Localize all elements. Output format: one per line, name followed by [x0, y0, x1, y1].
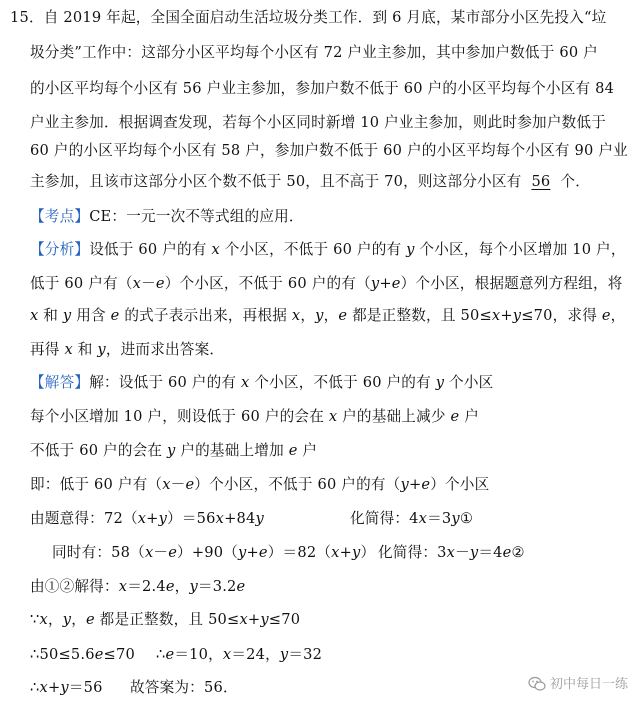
var-e: e [450, 408, 460, 425]
problem-line-6-end: 个． [560, 173, 591, 190]
problem-line-6-text: 主参加，且该市这部分小区个数不低于 50，且不高于 70，则这部分小区有 [30, 173, 522, 190]
fenxi-text: ）个小区，不低于 60 户的有（ [164, 275, 371, 292]
comma: ， [323, 307, 339, 324]
fenxi-text: 都是正整数，且 50≤ [347, 307, 492, 324]
var-e: e [391, 275, 401, 292]
problem-line-2: 圾分类”工作中：这部分小区平均每个小区有 72 户业主参加，其中参加户数低于 60 户 [30, 44, 598, 61]
var-e: e [288, 442, 298, 459]
because-symbol: ∵ [30, 611, 40, 628]
jieda-text: 户 [297, 442, 318, 459]
jieda-therefore-line-2 [156, 645, 322, 665]
wechat-icon [528, 676, 546, 696]
plus-sign: + [408, 476, 422, 493]
jieda-line-3 [30, 441, 317, 461]
fenxi-text: ）个小区，根据题意列方程组，将 [400, 275, 623, 292]
jieda-equation-1 [30, 509, 264, 529]
answer-blank: 56 [531, 173, 551, 190]
var-e: e [258, 544, 268, 561]
plus-sign: + [339, 544, 352, 561]
var-y: y [400, 476, 409, 493]
jieda-line-1 [30, 373, 493, 393]
var-e: e [502, 544, 512, 561]
jieda-text: ＝10， [174, 646, 223, 663]
final-answer-text: 故答案为：56． [130, 679, 238, 696]
var-e: e [110, 307, 120, 324]
var-x: x [241, 374, 250, 391]
var-x: x [446, 544, 456, 561]
fenxi-text: ，进而求出答案． [105, 341, 225, 358]
var-x: x [39, 679, 48, 696]
var-y: y [315, 307, 324, 324]
kaodian-line [30, 207, 304, 227]
var-x: x [328, 408, 338, 425]
var-y: y [451, 510, 460, 527]
jieda-text: ）＝56 [167, 510, 216, 527]
problem-line-3: 的小区平均每个小区有 56 户业主参加，参加户数不低于 60 户的小区平均每个小区有 84 [30, 80, 615, 97]
var-x: x [162, 476, 171, 493]
var-x: x [30, 307, 39, 324]
var-x: x [215, 510, 225, 527]
jieda-text: ＝4 [478, 544, 503, 561]
jieda-text: 个小区，不低于 60 户的有 [249, 374, 436, 391]
jieda-line-2 [30, 407, 479, 427]
fenxi-line-4 [30, 340, 224, 360]
var-y: y [279, 646, 289, 663]
var-e: e [236, 578, 246, 595]
plus-sign: + [247, 611, 261, 628]
jieda-simplify-2 [378, 543, 525, 563]
jieda-therefore-line-1 [30, 645, 135, 665]
var-y: y [97, 341, 106, 358]
var-e: e [601, 307, 611, 324]
jieda-text: ≤70 [103, 646, 135, 663]
jieda-text: 化简得：3 [378, 544, 447, 561]
jieda-text: ＝3.2 [197, 578, 237, 595]
circled-two: ② [511, 544, 525, 561]
fenxi-line-3 [30, 306, 625, 326]
fenxi-text: 个小区，每个小区增加 10 户， [414, 241, 626, 258]
jieda-text: 个小区 [444, 374, 494, 391]
fenxi-text: 低于 60 户有（ [30, 275, 133, 292]
jieda-text: ） [360, 544, 376, 561]
var-y: y [238, 544, 247, 561]
jieda-text: ∴50≤5.6 [30, 646, 95, 663]
jieda-text: ）个小区 [430, 476, 490, 493]
var-x: x [239, 611, 248, 628]
fenxi-text: 设低于 60 户的有 [89, 241, 212, 258]
jieda-text: +84 [224, 510, 256, 527]
jieda-text: 每个小区增加 10 户，则设低于 60 户的会在 [30, 408, 329, 425]
problem-line-1: 15．自 2019 年起，全国全面启动生活垃圾分类工作．到 6 月底，某市部分小区先投入“垃 [10, 9, 607, 26]
comma: ， [174, 578, 190, 595]
var-y: y [62, 307, 72, 324]
var-x: x [118, 578, 128, 595]
jieda-text: ＝56 [68, 679, 103, 696]
jieda-text: ）＝82（ [267, 544, 332, 561]
fenxi-text: 和 [72, 341, 98, 358]
plus-sign: + [146, 510, 159, 527]
jieda-simplify-1 [350, 509, 473, 529]
comma: ， [47, 611, 63, 628]
var-e: e [338, 307, 348, 324]
jieda-text: ）+90（ [177, 544, 239, 561]
jieda-text: ＝32 [288, 646, 323, 663]
jieda-text: 由题意得：72（ [30, 510, 138, 527]
jieda-text: 户 [459, 408, 480, 425]
plus-sign: + [47, 679, 61, 696]
fenxi-line-1 [30, 240, 626, 260]
var-e: e [155, 275, 165, 292]
var-y: y [370, 275, 380, 292]
jieda-final-line [30, 678, 103, 698]
var-e: e [185, 476, 195, 493]
circled-two: ② [59, 578, 75, 595]
watermark [528, 673, 628, 696]
minus-sign: － [170, 476, 186, 493]
var-y: y [62, 611, 72, 628]
jieda-text: ＝2.4 [127, 578, 166, 595]
jieda-text: 解：设低于 60 户的有 [89, 374, 242, 391]
minus-sign: － [153, 544, 169, 561]
kaodian-text: CE：一元一次不等式组的应用． [89, 208, 304, 225]
jieda-text: 由 [30, 578, 45, 595]
var-e: e [165, 646, 175, 663]
var-x: x [132, 275, 142, 292]
jieda-text: 化简得：4 [350, 510, 419, 527]
comma: ， [610, 307, 626, 324]
var-y: y [435, 374, 445, 391]
plus-sign: + [500, 307, 513, 324]
fenxi-text: ≤70，求得 [521, 307, 602, 324]
jieda-text: 都是正整数，且 50≤ [94, 611, 240, 628]
kaodian-tag: 【考点】 [30, 208, 90, 225]
fenxi-text: 再得 [30, 341, 65, 358]
var-e: e [85, 611, 95, 628]
var-x: x [144, 544, 154, 561]
plus-sign: + [379, 275, 392, 292]
var-e: e [165, 578, 175, 595]
jieda-text: 解得： [74, 578, 119, 595]
var-y: y [469, 544, 479, 561]
jieda-text: ＝24， [231, 646, 280, 663]
var-e: e [94, 646, 104, 663]
var-x: x [211, 241, 220, 258]
var-y: y [260, 611, 269, 628]
var-x: x [418, 510, 428, 527]
fenxi-text: 个小区，不低于 60 户的有 [219, 241, 407, 258]
jieda-text: 户的基础上增加 [175, 442, 289, 459]
fenxi-text: 的式子表示出来，再根据 [119, 307, 292, 324]
jieda-equation-2 [52, 543, 375, 563]
var-y: y [189, 578, 198, 595]
var-y: y [60, 679, 69, 696]
comma: ， [300, 307, 316, 324]
var-y: y [406, 241, 415, 258]
var-x: x [331, 544, 340, 561]
var-y: y [167, 442, 176, 459]
circled-one: ① [44, 578, 60, 595]
jieda-solve-line [30, 577, 245, 597]
problem-line-4: 户业主参加．根据调查发现，若每个小区同时新增 10 户业主参加，则此时参加户数低于 [30, 114, 607, 131]
comma: ， [71, 611, 86, 628]
jieda-because-line [30, 610, 300, 630]
therefore-symbol: ∴ [156, 646, 166, 663]
var-x: x [491, 307, 501, 324]
var-x: x [137, 510, 147, 527]
var-e: e [421, 476, 431, 493]
jieda-text: 户的基础上减少 [337, 408, 451, 425]
var-y: y [158, 510, 168, 527]
fenxi-tag: 【分析】 [30, 241, 90, 258]
var-e: e [168, 544, 178, 561]
fenxi-line-2 [30, 274, 623, 294]
problem-line-5: 60 户的小区平均每个小区有 58 户，参加户数不低于 60 户的小区平均每个小区有 90 户业 [30, 142, 628, 159]
jieda-text: ＝3 [427, 510, 452, 527]
minus-sign: － [455, 544, 470, 561]
circled-one: ① [459, 510, 474, 527]
var-x: x [39, 611, 48, 628]
fenxi-text: 用含 [71, 307, 111, 324]
watermark-text: 初中每日一练 [549, 677, 628, 692]
var-y: y [512, 307, 522, 324]
var-x: x [64, 341, 73, 358]
jieda-tag: 【解答】 [30, 374, 90, 391]
plus-sign: + [246, 544, 259, 561]
jieda-text: ）个小区，不低于 60 户的有（ [194, 476, 401, 493]
fenxi-text: 和 [38, 307, 63, 324]
var-x: x [222, 646, 232, 663]
var-y: y [352, 544, 361, 561]
jieda-line-4 [30, 475, 489, 495]
var-x: x [291, 307, 301, 324]
jieda-text: 不低于 60 户的会在 [30, 442, 168, 459]
var-y: y [255, 510, 264, 527]
jieda-text: ≤70 [268, 611, 301, 628]
problem-line-6 [30, 172, 590, 192]
jieda-text: 即：低于 60 户有（ [30, 476, 163, 493]
minus-sign: － [141, 275, 156, 292]
therefore-symbol: ∴ [30, 679, 40, 696]
jieda-text: 同时有：58（ [52, 544, 145, 561]
